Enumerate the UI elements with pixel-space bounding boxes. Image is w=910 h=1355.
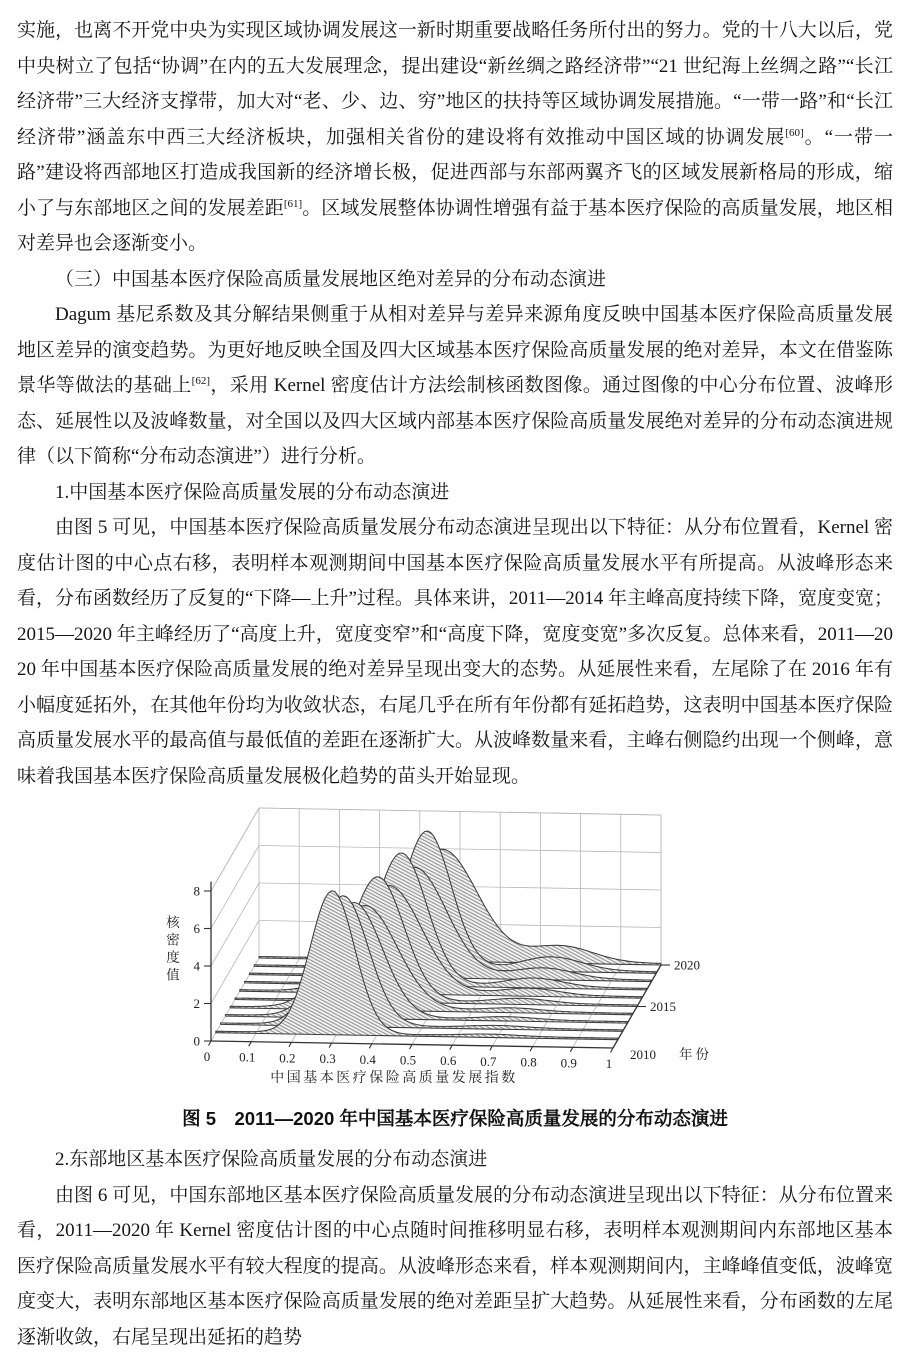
kernel-density-figure — [17, 797, 893, 1099]
svg-text:2020: 2020 — [674, 958, 700, 973]
svg-text:中国基本医疗保险高质量发展指数: 中国基本医疗保险高质量发展指数 — [270, 1069, 518, 1086]
paragraph: 实施，也离不开党中央为实现区域协调发展这一新时期重要战略任务所付出的努力。党的十八大以后，党中央树立了包括“协调”在内的五大发展理念，提出建设“新丝绸之路经济带”“21 世纪海上丝绸之路”“长江经济带”三大经济支撑带，加大对“老、少、边、穷”地区的扶持等区域协调发展措施。“一带一路”和“长江经济带”涵盖东中西三大经济板块，加强相关省份的建设将有效推动中国区域的协调发展[60]。“一带一路”建设将西部地区打造成我国新的经济增长极，促进西部与东部两翼齐飞的区域发展新格局的形成，缩小了与东部地区之间的发展差距[61]。区域发展整体协调性增强有益于基本医疗保险的高质量发展，地区相对差异也会逐渐变小。 — [17, 13, 893, 262]
svg-text:密: 密 — [166, 933, 180, 948]
section-heading: 1.中国基本医疗保险高质量发展的分布动态演进 — [17, 475, 893, 511]
figure-caption: 图 5 2011—2020 年中国基本医疗保险高质量发展的分布动态演进 — [17, 1101, 893, 1136]
svg-text:0.4: 0.4 — [360, 1052, 377, 1067]
citation-ref: [62] — [192, 375, 210, 387]
section-heading: 2.东部地区基本医疗保险高质量发展的分布动态演进 — [17, 1142, 893, 1178]
svg-text:度: 度 — [166, 949, 180, 965]
svg-text:2: 2 — [194, 996, 201, 1011]
svg-text:4: 4 — [194, 959, 201, 974]
document-body-bottom — [17, 1142, 893, 1355]
svg-text:8: 8 — [194, 884, 201, 899]
svg-text:1: 1 — [606, 1056, 613, 1071]
section-heading: （三）中国基本医疗保险高质量发展地区绝对差异的分布动态演进 — [17, 262, 893, 298]
paragraph: 由图 6 可见，中国东部地区基本医疗保险高质量发展的分布动态演进呈现出以下特征：从分布位置来看，2011—2020 年 Kernel 密度估计图的中心点随时间推移明显右移，表明样本观测期间内东部地区基本医疗保险高质量发展水平有较大程度的提高。从波峰形态来看，样本观测期间内，主峰峰值变低，波峰宽度变大，表明东部地区基本医疗保险高质量发展的绝对差距呈扩大趋势。从延展性来看，分布函数的左尾逐渐收敛，右尾呈现出延拓的趋势 — [17, 1178, 893, 1355]
svg-text:2010: 2010 — [630, 1047, 656, 1062]
svg-text:0.8: 0.8 — [520, 1055, 536, 1070]
svg-text:2015: 2015 — [650, 999, 676, 1014]
svg-text:值: 值 — [166, 967, 180, 983]
citation-ref: [60] — [785, 127, 803, 139]
svg-text:6: 6 — [194, 921, 201, 936]
svg-text:0.9: 0.9 — [561, 1055, 577, 1070]
paragraph: Dagum 基尼系数及其分解结果侧重于从相对差异与差异来源角度反映中国基本医疗保险高质量发展地区差异的演变趋势。为更好地反映全国及四大区域基本医疗保险高质量发展的绝对差异，本文在借鉴陈景华等做法的基础上[62]，采用 Kernel 密度估计方法绘制核函数图像。通过图像的中心分布位置、波峰形态、延展性以及波峰数量，对全国以及四大区域内部基本医疗保险高质量发展绝对差异的分布动态演进规律（以下简称“分布动态演进”）进行分析。 — [17, 297, 893, 475]
svg-text:0.5: 0.5 — [400, 1053, 416, 1068]
kernel-density-3d-plot — [135, 797, 775, 1094]
svg-text:0.7: 0.7 — [480, 1054, 497, 1069]
svg-text:年份: 年份 — [679, 1046, 712, 1062]
document-body-top — [17, 13, 893, 794]
svg-text:0: 0 — [204, 1049, 211, 1064]
svg-text:核: 核 — [166, 914, 180, 930]
citation-ref: [61] — [284, 198, 302, 210]
kernel-density-3d-chart — [17, 797, 893, 1099]
svg-text:0.3: 0.3 — [319, 1051, 335, 1066]
paragraph: 由图 5 可见，中国基本医疗保险高质量发展分布动态演进呈现出以下特征：从分布位置看，Kernel 密度估计图的中心点右移，表明样本观测期间中国基本医疗保险高质量发展水平有所提高。从波峰形态来看，分布函数经历了反复的“下降—上升”过程。具体来讲，2011—2014 年主峰高度持续下降，宽度变宽；2015—2020 年主峰经历了“高度上升，宽度变窄”和“高度下降，宽度变宽”多次反复。总体来看，2011—2020 年中国基本医疗保险高质量发展的绝对差异呈现出变大的态势。从延展性来看，左尾除了在 2016 年有小幅度延拓外，在其他年份均为收敛状态，右尾几乎在所有年份都有延拓趋势，这表明中国基本医疗保险高质量发展水平的最高值与最低值的差距在逐渐扩大。从波峰数量来看，主峰右侧隐约出现一个侧峰，意味着我国基本医疗保险高质量发展极化趋势的苗头开始显现。 — [17, 510, 893, 794]
svg-text:0: 0 — [194, 1034, 201, 1049]
svg-text:0.6: 0.6 — [440, 1053, 457, 1068]
svg-text:0.1: 0.1 — [239, 1050, 255, 1065]
svg-text:0.2: 0.2 — [279, 1050, 295, 1065]
